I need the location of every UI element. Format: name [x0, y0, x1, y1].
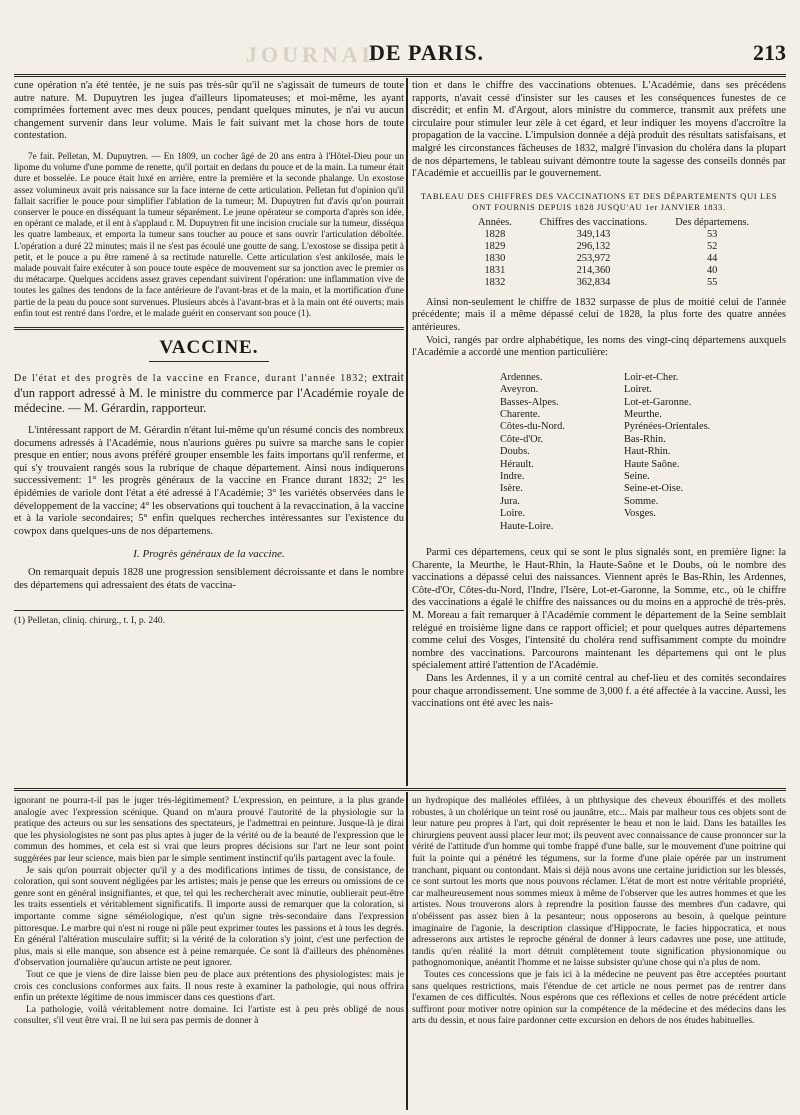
department-item: Haut-Rhin. — [624, 446, 671, 458]
subhead-caps: De l'état et des progrès de la vaccine en France, durant l'année 1832; — [14, 372, 369, 384]
department-item: Bas-Rhin. — [624, 433, 666, 445]
department-item: Seine. — [624, 470, 650, 482]
department-item: Pyrénées-Orientales. — [624, 421, 711, 433]
table-cell: 1832 — [484, 276, 506, 288]
feuilleton-left-paragraph-1: ignorant ne pourra-t-il pas le juger très-légitimement? L'expression, en peinture, a la plus grande analogie avec l'expression scénique. Quand on m'aura prouvé l'autorité de la physiologie sur la pratique des acteurs ou sur les sensations des spectateurs, je l'admettrai en peinture. Jusque-là je dirai que les physiologistes ne sont pas plus aptes à juger de la vérité ou de la beauté de l'expression que le commun des hommes, et cela est si vrai que leurs propres décisions sur l'art ne leur sont point suggérées par leur science, mais bien par le simple sentiment instinctif qu'ils partagent avec la foule. — [14, 796, 404, 864]
left-paragraph-3: On remarquait depuis 1828 une progression sensiblement décroissante et dans le nombre des départemens qui adressaient des états de vaccina- — [14, 567, 404, 591]
article-subhead — [14, 370, 404, 416]
table-cell: 296,132 — [576, 240, 611, 252]
table-cell: 1830 — [484, 252, 506, 264]
table-row — [464, 253, 763, 265]
department-item: Jura. — [500, 495, 520, 507]
table-cell: 214,360 — [576, 264, 611, 276]
right-paragraph-1: tion et dans le chiffre des vaccinations obtenues. L'Académie, dans ses précédens rapports, n'avait cessé d'insister sur les causes et les conséquences funestes de ce discrédit; et enfin M. d'Argout, alors ministre du commerce, transmit aux préfets une circulaire pour stimuler leur zèle à cet égard, et leur indiquer les moyens d'accroître la propagation de la vaccine. L'impulsion donnée a déjà produit des résultats satisfaisans, et malgré les circonstances fâcheuses de 1832, malgré l'invasion du choléra dans la plupart de nos départemens, le tableau suivant démontre toute la sagesse des conseils donnés par l'Académie et accueillis par le gouvernement. — [412, 80, 786, 180]
department-item: Isère. — [500, 483, 523, 495]
table-cell: 53 — [706, 228, 718, 240]
table-cell: 52 — [706, 240, 718, 252]
table-cell: 253,972 — [576, 252, 611, 264]
department-item: Loir-et-Cher. — [624, 371, 679, 383]
left-column — [14, 80, 404, 780]
table-cell: 362,834 — [576, 276, 611, 288]
page-header — [14, 40, 786, 72]
feuilleton-left-column — [14, 796, 404, 1112]
department-list — [500, 372, 786, 533]
column-divider — [406, 78, 408, 786]
case-paragraph — [14, 151, 404, 319]
feuilleton-divider — [406, 792, 408, 1110]
section-title: VACCINE. — [159, 337, 259, 359]
department-item: Indre. — [500, 470, 525, 482]
department-item: Loiret. — [624, 384, 652, 396]
feuilleton-right-column — [412, 796, 786, 1112]
table-cell: 1828 — [484, 228, 506, 240]
right-paragraph-3: Voici, rangés par ordre alphabétique, les noms des vingt-cinq départemens auxquels l'Académie a accordé une mention particulière: — [412, 334, 786, 359]
table-row — [464, 241, 763, 253]
right-column — [412, 80, 786, 780]
case-text: — En 1809, un cocher âgé de 20 ans entra à l'Hôtel-Dieu pour un lipome du volume d'une pomme de renette, qu'il portait en dedans du pouce et de la main. La tumeur était dure et bosselée. Le pouce était luxé en arrière, entre la première et la seconde phalange. Un exostose assez volumineux avait pris naissance sur la face interne de cette articulation. Pelletan fut d'opinion qu'il fallait sacrifier le pouce pour simplifier l'ablation de la tumeur; M. Dupuytren fut d'avis qu'on pourrait conserver le pouce en disséquant la tumeur séparément. Le jeune opérateur se comporta d'après son idée, en opérant ce malade, et il ent à s'applaud r. M. Dupuytren fit une incision cruciale sur la tumeur, disséqua les quatre lambeaux, et emporta la tumeur sans toucher au pouce et sans ouvrir l'articulation déboîtée. L'opération a duré 22 minutes; mais il ne s'est pas écoulé une goutte de sang. L'exostose se dissipa petit à petit, et le pouce a pu être ramené à sa rectitude naturelle. Cette articulation s'est ankilosée, mais le malade pouvait faire exécuter à son pouce toute espèce de mouvement sur sa jonction avec le premier os du métacarpe. Quelques accidens assez graves cependant suivirent l'opération: une inflammation vive de toutes les gaînes des tendons de la face antérieure de l'avant-bras et de la main, et la mortification d'une partie de la peau du pouce sont survenues. Plusieurs abcès à l'avant-bras et à la main ont été ouverts; mais enfin tout est rentré dans l'ordre, et le malade guérit en conservant son pouce (1). — [14, 150, 404, 318]
department-item: Haute Saône. — [624, 458, 680, 470]
section-separator — [14, 327, 404, 330]
faded-header-text: JOURNAL — [246, 42, 381, 67]
left-paragraph-2: L'intéressant rapport de M. Gérardin n'étant lui-même qu'un résumé concis des nombreux documens adressés à l'Académie, nous n'aurions guères pu suivre sa marche sans le copier presque en entier; nous avons préféré grouper ensemble les faits importans qu'il renferme, et qui s'y trouvaient rangés sous la rubrique de chaque département. Ainsi nous indiquerons successivement: 1° les progrès généraux de la vaccine en France durant 1832; 2° les épidémies de variole dont l'état a été adressé à l'Académie; 3° les variétés observées dans le développement de la vaccine; 4° les observations qui touchent à la revaccination, à la vaccine et à la variole secondaires; 5° enfin quelques recherches intéressantes sur l'existence du cowpox dans quelques-uns de nos départemens. — [14, 425, 404, 537]
feuilleton-right-paragraph-1: un hydropique des malléoles effilées, à un phthysique des cheveux ébouriffés et des mollets robustes, à un cholérique un teint rosé ou jaunâtre, etc... Mais par malheur tous ces objets sont de leur nature peu propres à l'art, qui doit représenter le beau et non le laid. Dans les batailles les chirurgiens peuvent aussi placer leur mot; ils peuvent avec connaissance de cause prononcer sur la vérité de l'attitude d'un homme qui tombe frappé d'une balle, sur le mouvement d'une poitrine qui fuit la pointe qui a pénétré les tégumens, sur la forme d'une plaie opérée par un instrument tranchant, piquant ou contondant. Mais si déjà nous avons une certaine juridiction sur les blessés, ce sont surtout les morts que nous pouvons réclamer. L'état de mort est notre véritable propriété, car malheureusement nous sommes mieux à même de l'observer que les autres hommes et que les artistes. Nous trouverons alors à reprendre la position fausse des membres d'un cadavre, qui n'obéissent pas assez bien à la pesanteur; nous opposerons au besoin, à quelque peinture imaginaire de l'agonie, la description classique d'Hippocrate, le facies hippocratica, et nous adresserons aux artistes le reproche général de donner à leurs cadavres une pose, une attitude, tandis qu'en réalité la mort détruit complètement toute signification physionomique ou pathognomonique, anéantit l'homme et ne laisse subsister qu'une chose qui n'a plus de nom. — [412, 796, 786, 969]
table-row — [464, 277, 763, 289]
department-item: Doubs. — [500, 446, 530, 458]
table-row — [464, 229, 763, 241]
right-paragraph-2: Ainsi non-seulement le chiffre de 1832 surpasse de plus de moitié celui de l'année précédente; mais il a même dépassé celui de 1828, la plus forte des quatre années antérieures. — [412, 296, 786, 333]
table-header-count: Chiffres des vaccinations. — [539, 216, 648, 228]
feuilleton-right-paragraph-2: Toutes ces concessions que je fais ici à la médecine ne peuvent pas être acceptées pourtant sans quelques restrictions, mais l'étendue de cet article ne nous permet pas de rentrer dans l'examen de ces difficultés. Nous espérons que ces réflexions et celles de notre précédent article suffiront pour motiver notre opinion sur la compétence de la médecine et des médecins dans les arts du dessin, et nous faire pardonner cette excursion en dehors de nos études habituelles. — [412, 969, 786, 1027]
feuilleton-rule — [14, 788, 786, 791]
department-item: Vosges. — [624, 508, 656, 520]
feuilleton-left-paragraph-4: La pathologie, voilà véritablement notre domaine. Ici l'artiste est à peu près obligé de nous consulter, s'il veut être vrai. Il ne lui sera pas permis de donner à — [14, 1004, 404, 1027]
table-title: TABLEAU DES CHIFFRES DES VACCINATIONS ET DES DÉPARTEMENTS QUI LES ONT FOURNIS DEPUIS 1828 JUSQU'AU 1er JANVIER 1833. — [420, 190, 778, 212]
table-cell: 40 — [706, 264, 718, 276]
feuilleton-left-paragraph-3: Tout ce que je viens de dire laisse bien peu de place aux prétentions des physiologistes: mais je crois ces conclusions conformes aux faits. Il nous reste à examiner la pathologie, qui nous offrira enfin un prétexte légitime de nous immiscer dans ces questions d'art. — [14, 969, 404, 1004]
table-cell: 349,143 — [576, 228, 611, 240]
department-item: Aveyron. — [500, 384, 539, 396]
table-row — [464, 265, 763, 277]
table-cell: 55 — [706, 276, 718, 288]
department-item: Côte-d'Or. — [500, 433, 544, 445]
journal-title: DE PARIS. — [369, 40, 484, 65]
vaccination-table — [464, 217, 763, 289]
department-item: Charente. — [500, 408, 541, 420]
left-paragraph-1: cune opération n'a été tentée, je ne suis pas très-sûr qu'il ne s'agissait de tumeurs de toute autre nature. M. Dupuytren les jugea d'ailleurs lipomateuses; et moi-même, les ayant comprimées fortement avec mes deux pouces, pendant quelques minutes, je n'ai vu aucun changement survenir dans leur volume. Mais le fait suivant met la chose hors de toute contestation. — [14, 80, 404, 142]
subhead-rest: extrait d'un rapport adressé à M. le ministre du commerce par l'Académie royale de médecine. — M. Gérardin, rapporteur. — [14, 369, 404, 415]
section-title-rule — [149, 361, 269, 362]
department-item: Lot-et-Garonne. — [624, 396, 692, 408]
table-cell: 1831 — [484, 264, 506, 276]
header-rule — [14, 74, 786, 77]
table-cell: 44 — [706, 252, 718, 264]
subsection-title: I. Progrès généraux de la vaccine. — [133, 548, 285, 561]
department-item: Haute-Loire. — [500, 520, 554, 532]
department-item: Loire. — [500, 508, 526, 520]
page-number: 213 — [753, 40, 786, 65]
right-paragraph-5: Dans les Ardennes, il y a un comité central au chef-lieu et des comités secondaires pour chaque arrondissement. Une somme de 3,000 f. a été affectée à la vaccine. Aussi, les vaccinations ont été avec les nais- — [412, 672, 786, 710]
feuilleton-left-paragraph-2: Je sais qu'on pourrait objecter qu'il y a des modifications intimes de tissu, de consistance, de coloration, qui sont souvent négligées par les artistes; mais je pense que les erreurs ou omissions de ce genre sont en général insignifiantes, et que, tel qui les rechercherait avec minutie, oublierait peut-être les traits essentiels et véritablement significatifs. Il importe aussi de remarquer que la coloration, si importante comme signe séméiologique, n'est qu'un signe très-secondaire dans l'expression pittoresque. Le marbre qui n'est ni rouge ni pâle peut exprimer toutes les passions et à tous les degrés. En général l'altération musculaire suffit; si la vérité de la coloration s'y joint, c'est une perfection de plus, mais si elle manque, son absence est à peine remarquée. Ce sont là d'ailleurs des phénomènes d'observation journalière qu'aucun artiste ne peut ignorer. — [14, 865, 404, 969]
table-header-year: Années. — [478, 216, 512, 228]
department-item — [624, 521, 748, 533]
department-item: Basses-Alpes. — [500, 396, 559, 408]
footnote: (1) Pelletan, cliniq. chirurg., t. I, p. 240. — [14, 610, 404, 628]
department-item: Somme. — [624, 495, 659, 507]
department-item: Meurthe. — [624, 408, 662, 420]
department-item: Ardennes. — [500, 371, 543, 383]
right-paragraph-4: Parmi ces départemens, ceux qui se sont le plus signalés sont, en première ligne: la Charente, la Meurthe, le Haut-Rhin, la Haute-Saône et le Doubs, où le nombre des vaccinations a dépassé celui des naissances. Viennent après le Bas-Rhin, les Ardennes, Côte-d'Or, Côtes-du-Nord, l'Indre, l'Isère, Lot-et-Garonne, la Somme, etc., où le chiffre des vaccinations a égalé le chiffre des naissances ou du moins en a approché de très-près. M. Moreau a fait remarquer à l'Académie comment le département de la Seine semblait relégué en troisième ligne dans ce rapport officiel; et pour quelques autres départemens comme celui des Vosges, l'intensité du choléra rend suffisamment compte du moindre nombre des vaccinations. Parcourons maintenant les départemens qui ont le plus spécialement attiré l'attention de l'Académie. — [412, 547, 786, 672]
department-item: Seine-et-Oise. — [624, 483, 684, 495]
table-header-departments: Des départemens. — [675, 216, 750, 228]
table-cell: 1829 — [484, 240, 506, 252]
case-label: 7e fait. Pelletan, M. Dupuytren. — [28, 150, 149, 161]
department-item: Côtes-du-Nord. — [500, 421, 565, 433]
department-item: Hérault. — [500, 458, 534, 470]
